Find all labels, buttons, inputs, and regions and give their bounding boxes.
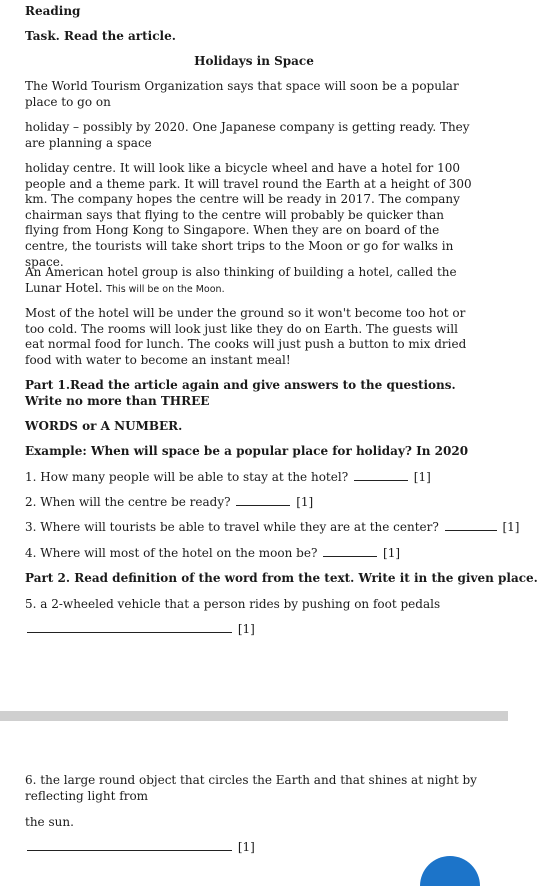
floating-action-button[interactable] [420,856,480,886]
article-paragraph-1b: holiday – possibly by 2020. One Japanese company is getting ready. They are planning a space [25,120,470,150]
article-paragraph-1a: The World Tourism Organization says that space will soon be a popular place to go on [25,79,459,109]
article-title: Holidays in Space [194,54,314,68]
example-question: Example: When will space be a popular place for holiday? In 2020 [25,444,469,458]
answer-1-blank[interactable] [354,479,408,481]
answer-4-blank[interactable] [323,555,377,557]
article-paragraph-2-note: This will be on the Moon. [106,283,225,295]
answer-2-blank[interactable] [236,504,290,506]
article-paragraph-1c: holiday centre. It will look like a bicycle wheel and have a hotel for 100 people and a theme park. It will travel round the Earth at a height of 300 km. The company hopes the centre will be ready in 2017. The company chairman says that flying to the centre will probably be quicker than flying from Hong Kong to Singapore. When they are on board of the centre, the tourists will take short trips to the Moon or go for walks in space. [25,161,472,269]
question-1 [25,470,478,486]
answer-5-blank[interactable] [27,631,232,633]
answer-6-blank[interactable] [27,849,232,851]
answer-6-row [25,840,478,856]
question-6-mark: [1] [237,840,255,854]
question-3-mark: [1] [502,520,520,534]
question-1-text: 1. How many people will be able to stay at the hotel? [25,470,349,484]
article-paragraph-2 [25,265,480,297]
question-2-text: 2. When will the centre be ready? [25,495,231,509]
question-4 [25,546,478,562]
question-5-text: 5. a 2-wheeled vehicle that a person rides by pushing on foot pedals [25,597,441,611]
question-1-mark: [1] [413,470,431,484]
answer-3-blank[interactable] [445,529,497,531]
question-4-text: 4. Where will most of the hotel on the moon be? [25,546,318,560]
question-6-text: 6. the large round object that circles the Earth and that shines at night by reflecting light from [25,773,477,803]
section-label: Reading [25,4,81,18]
question-3-text: 3. Where will tourists be able to travel while they are at the center? [25,520,439,534]
part1-heading: Part 1.Read the article again and give answers to the questions. Write no more than THREE [25,378,456,408]
article-paragraph-3: Most of the hotel will be under the ground so it won't become too hot or too cold. The rooms will look just like they do on Earth. The guests will eat normal food for lunch. The cooks will just push a button to mix dried food with water to become an instant meal! [25,306,467,367]
task-instruction: Task. Read the article. [25,29,176,43]
part2-heading: Part 2. Read definition of the word from the text. Write it in the given place. [25,571,538,585]
question-2-mark: [1] [296,495,314,509]
article-paragraph-2-text: An American hotel group is also thinking of building a hotel, called the Lunar Hotel. [25,265,457,295]
question-3 [25,520,520,536]
page-break-divider [0,711,508,721]
question-4-mark: [1] [383,546,401,560]
question-2 [25,495,478,511]
question-5-mark: [1] [237,622,255,636]
part1-heading-cont: WORDS or A NUMBER. [25,419,183,433]
question-6-text-cont: the sun. [25,815,74,829]
answer-5-row [25,622,478,638]
